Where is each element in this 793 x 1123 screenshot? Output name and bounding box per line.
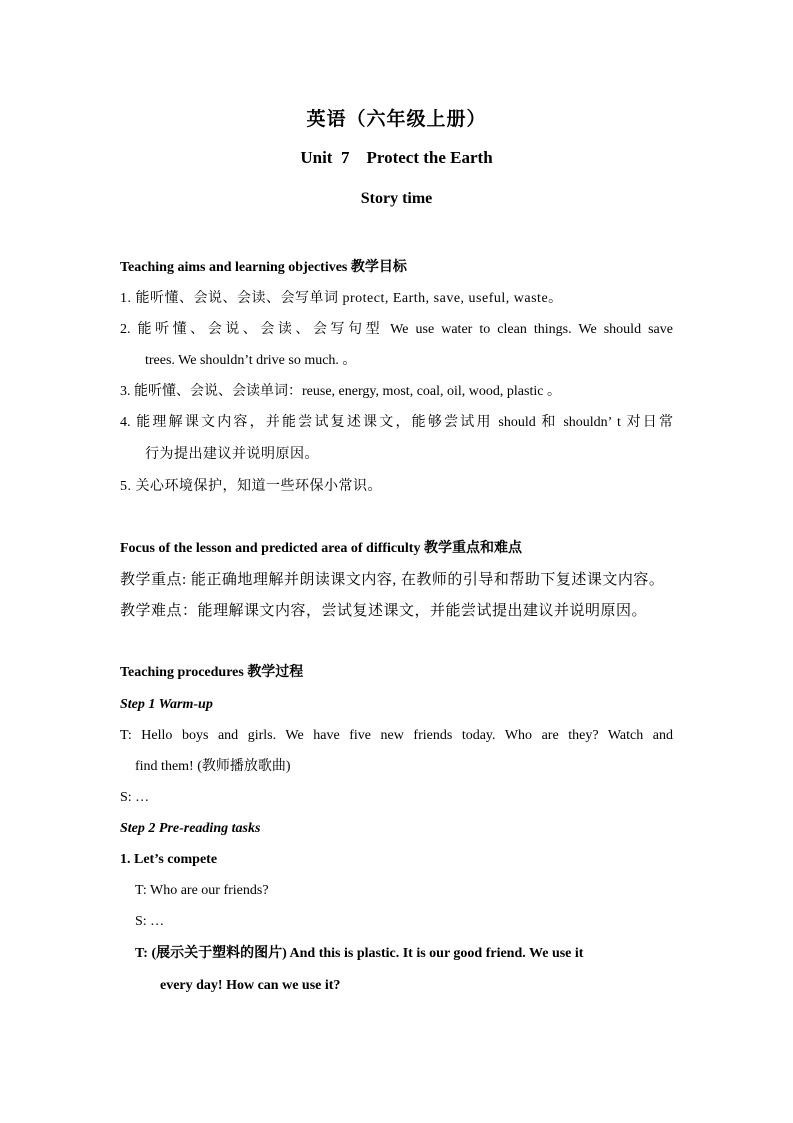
aim-item-2-line-1: 2. 能听懂、会说、会读、会写句型 We use water to clean things. We should save <box>120 322 673 337</box>
aim-item-4-line-1: 4. 能理解课文内容，并能尝试复述课文，能够尝试用 should 和 shouldn’ t 对日常 <box>120 415 673 430</box>
focus-heading: Focus of the lesson and predicted area of difficulty 教学重点和难点 <box>120 541 522 556</box>
aim-item-2-line-2: trees. We shouldn’t drive so much. 。 <box>145 353 357 368</box>
document-title: 英语（六年级上册） <box>306 109 487 130</box>
aims-heading: Teaching aims and learning objectives 教学目标 <box>120 260 407 275</box>
unit-title: Unit 7 Protect the Earth <box>300 148 493 167</box>
focus-difficulty: 教学难点：能理解课文内容，尝试复述课文，并能尝试提出建议并说明原因。 <box>120 603 648 619</box>
teacher-line-3-text: (展示关于塑料的图片) And this is plastic. It is our good friend. We use it <box>147 946 584 961</box>
focus-key-point: 教学重点: 能正确地理解并朗读课文内容, 在教师的引导和帮助下复述课文内容。 <box>120 572 665 588</box>
aim-item-4-line-2: 行为提出建议并说明原因。 <box>145 447 319 462</box>
teacher-line-1: T: Hello boys and girls. We have five new friends today. Who are they? Watch and <box>120 728 673 743</box>
teacher-line-3-cont: every day! How can we use it? <box>160 978 341 993</box>
compete-heading: 1. Let’s compete <box>120 852 218 867</box>
student-line-2: S: … <box>135 914 165 929</box>
teacher-line-1-cont: find them! (教师播放歌曲) <box>135 759 291 774</box>
teacher-line-2: T: Who are our friends? <box>135 883 269 898</box>
lesson-subtitle: Story time <box>360 190 433 207</box>
teacher-label: T: <box>135 946 148 961</box>
aim-item-1: 1. 能听懂、会说、会读、会写单词 protect, Earth, save, useful, waste。 <box>120 291 563 306</box>
teacher-line-3 <box>135 944 673 964</box>
procedures-heading: Teaching procedures 教学过程 <box>120 665 304 680</box>
step-2-heading: Step 2 Pre-reading tasks <box>120 821 261 836</box>
step-1-heading: Step 1 Warm-up <box>120 697 213 712</box>
aim-item-5: 5. 关心环境保护，知道一些环保小常识。 <box>120 479 382 494</box>
student-line-1: S: … <box>120 790 150 805</box>
aim-item-3: 3. 能听懂、会说、会读单词：reuse, energy, most, coal, oil, wood, plastic 。 <box>120 384 561 399</box>
